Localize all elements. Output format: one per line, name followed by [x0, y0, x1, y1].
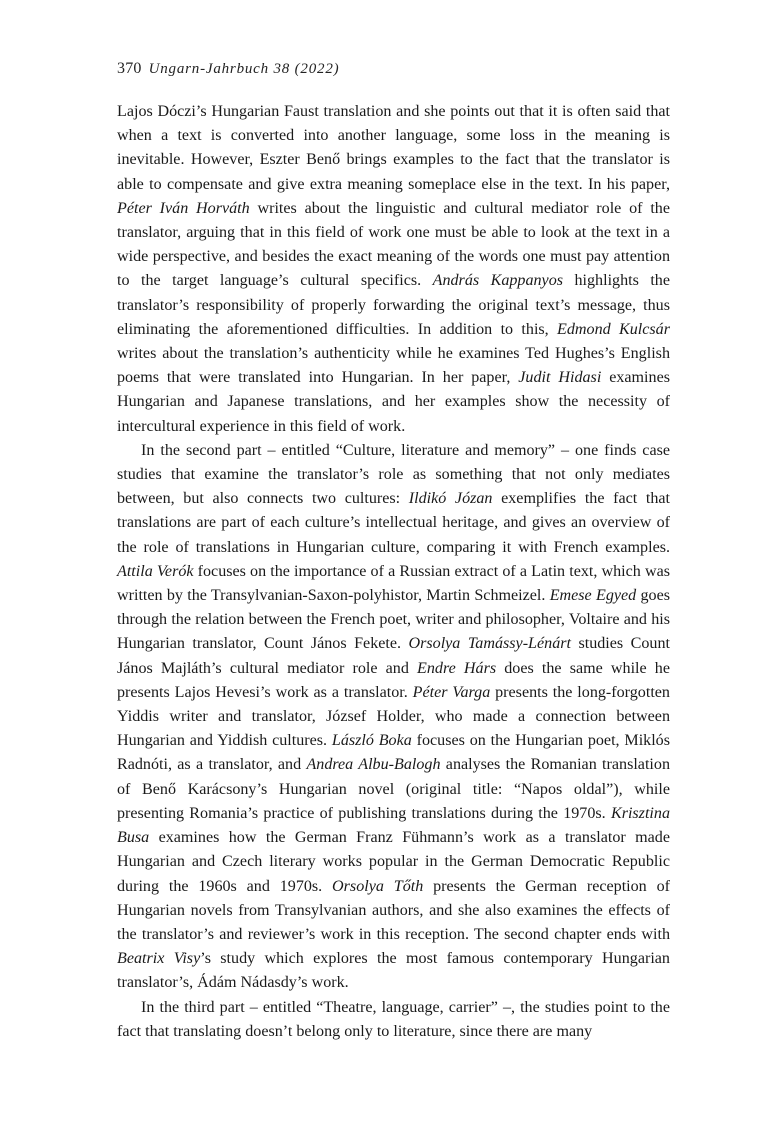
text-run: In the third part – entitled “Theatre, language, carrier” –, the studies point to the fact that translating doesn’t belong only to literature, since there are many — [117, 998, 670, 1040]
author-name: Judit Hidasi — [518, 369, 602, 387]
text-run: goes through the relation between the French poet, writer and philosopher, Voltaire and his Hungarian translator, Count János Fekete. — [117, 587, 670, 653]
text-run: does the same while he presents Lajos Hevesi’s work as a translator. — [117, 659, 670, 701]
text-run: analyses the Romanian translation of Benő Karácsony’s Hungarian novel (original title: “Napos oldal”), while presenting Romania’s practice of publishing translations during the 1970s. — [117, 756, 670, 822]
text-run: focuses on the importance of a Russian extract of a Latin text, which was written by the Transylvanian-Saxon-polyhistor, Martin Schmeizel. — [117, 562, 670, 605]
author-name: Endre Hárs — [417, 659, 497, 677]
paragraph — [117, 100, 670, 439]
running-header — [117, 60, 339, 78]
author-name: Péter Varga — [412, 683, 491, 701]
text-run: presents the long-forgotten Yiddis writer and translator, József Holder, who made a connection between Hungarian and Yiddish cultures. — [117, 683, 670, 750]
author-name: Orsolya Tőth — [332, 877, 424, 895]
author-name: Attila Verók — [117, 562, 194, 580]
author-name: Beatrix Visy — [117, 950, 201, 968]
author-name: Emese Egyed — [549, 587, 637, 605]
author-name: Ildikó Józan — [408, 490, 493, 508]
author-name: Andrea Albu-Balogh — [306, 756, 441, 774]
text-run: examines Hungarian and Japanese translations, and her examples show the necessity of intercultural experience in this field of work. — [117, 369, 670, 435]
author-name: Orsolya Tamássy-Lénárt — [408, 635, 571, 653]
author-name: András Kappanyos — [432, 272, 564, 290]
journal-title: Ungarn-Jahrbuch 38 (2022) — [148, 61, 340, 77]
paragraph — [117, 439, 670, 996]
text-run: writes about the linguistic and cultural mediator role of the translator, arguing that in this field of work one must be able to look at the text in a wide perspective, and besides the exact meaning of the words one must pay attention to the target language’s cultural specifics. — [117, 199, 670, 290]
text-run: studies Count János Majláth’s cultural mediator role and — [117, 635, 670, 677]
text-run: highlights the translator’s responsibility of properly forwarding the original text’s message, thus eliminating the aforementioned difficulties. In addition to this, — [117, 272, 670, 338]
body-text — [117, 100, 670, 1044]
text-run: examines how the German Franz Fühmann’s work as a translator made Hungarian and Czech literary works popular in the German Democratic Republic during the 1960s and 1970s. — [117, 829, 670, 895]
author-name: László Boka — [331, 732, 412, 750]
text-run: ’s study which explores the most famous contemporary Hungarian translator’s, Ádám Nádasdy’s work. — [117, 950, 670, 992]
text-run: Lajos Dóczi’s Hungarian Faust translation and she points out that it is often said that when a text is converted into another language, some loss in the meaning is inevitable. However, Eszter Benő brings examples to the fact that the translator is able to compensate and give extra meaning someplace else in the text. In his paper, — [117, 103, 670, 193]
text-run: focuses on the Hungarian poet, Miklós Radnóti, as a translator, and — [117, 732, 670, 774]
page-number: 370 — [117, 60, 142, 77]
author-name: Krisztina Busa — [117, 804, 670, 847]
author-name: Edmond Kulcsár — [557, 320, 670, 338]
text-run: presents the German reception of Hungarian novels from Transylvanian authors, and she also examines the effects of the translator’s and reviewer’s work in this reception. The second chapter ends with — [117, 877, 670, 943]
paragraph — [117, 996, 670, 1044]
text-run: exemplifies the fact that translations are part of each culture’s intellectual heritage, and gives an overview of the role of translations in Hungarian culture, comparing it with French examples. — [117, 490, 670, 556]
text-run: In the second part – entitled “Culture, literature and memory” – one finds case studies that examine the translator’s role as something that not only mediates between, but also connects two cultures: — [117, 441, 670, 508]
author-name: Péter Iván Horváth — [117, 199, 250, 217]
text-run: writes about the translation’s authenticity while he examines Ted Hughes’s English poems that were translated into Hungarian. In her paper, — [117, 345, 670, 387]
